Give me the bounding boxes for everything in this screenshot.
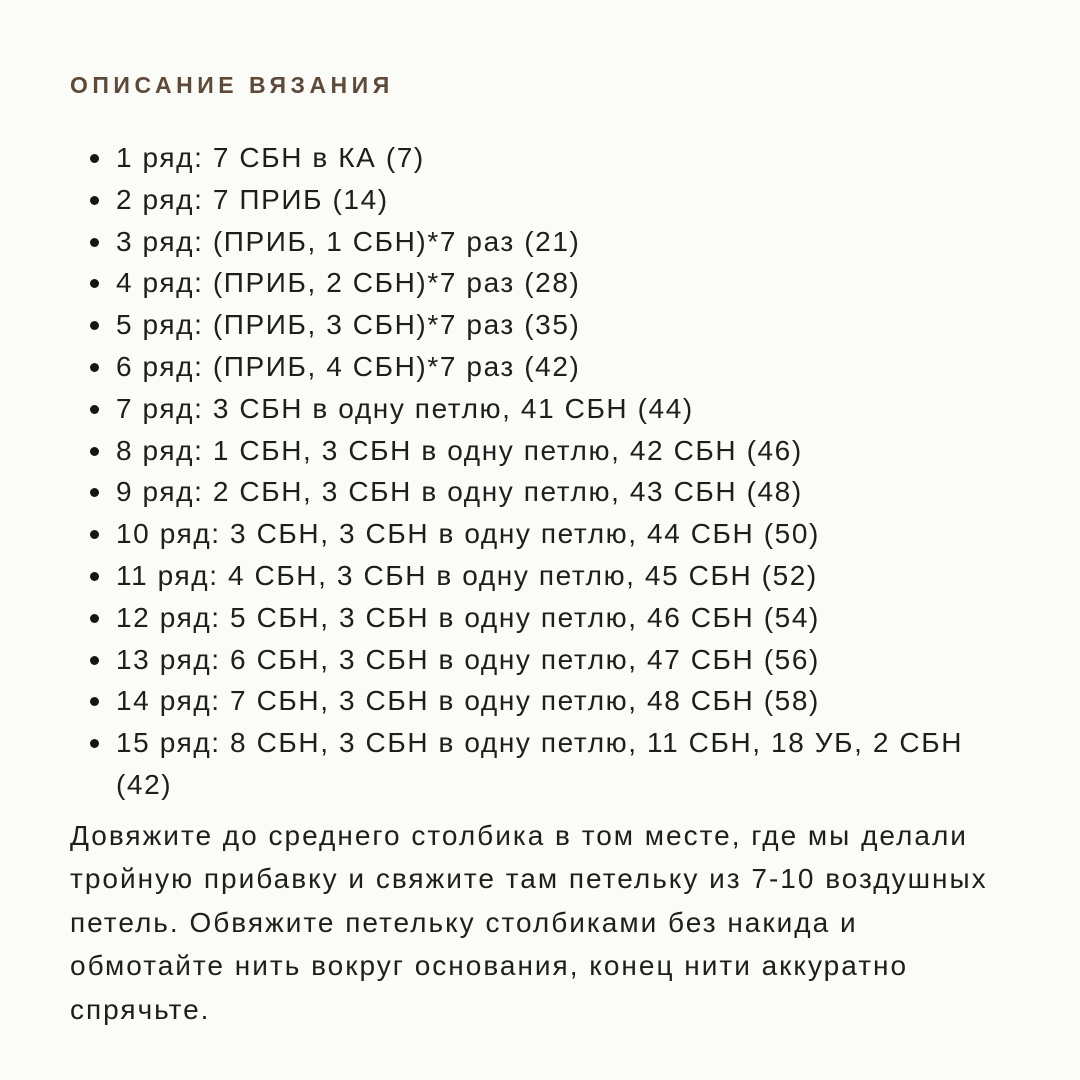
row-text: 1 ряд: 7 СБН в КА (7) — [116, 142, 425, 173]
bullet-dot-icon — [90, 697, 99, 706]
bullet-dot-icon — [90, 739, 99, 748]
bullet-dot-icon — [90, 656, 99, 665]
list-item — [90, 262, 1015, 304]
list-item — [90, 430, 1015, 472]
list-item — [90, 388, 1015, 430]
row-text: 13 ряд: 6 СБН, 3 СБН в одну петлю, 47 СБН (56) — [116, 643, 820, 675]
row-text: 3 ряд: (ПРИБ, 1 СБН)*7 раз (21) — [116, 225, 581, 257]
bullet-dot-icon — [90, 196, 99, 205]
bullet-dot-icon — [90, 614, 99, 623]
page-title: ОПИСАНИЕ ВЯЗАНИЯ — [70, 72, 394, 98]
row-text: 9 ряд: 2 СБН, 3 СБН в одну петлю, 43 СБН (48) — [116, 476, 803, 508]
row-text: 7 ряд: 3 СБН в одну петлю, 41 СБН (44) — [116, 392, 694, 424]
row-text: 8 ряд: 1 СБН, 3 СБН в одну петлю, 42 СБН (46) — [116, 434, 803, 466]
row-text: 12 ряд: 5 СБН, 3 СБН в одну петлю, 46 СБН (54) — [116, 601, 820, 633]
bullet-dot-icon — [90, 238, 99, 247]
bullet-dot-icon — [90, 154, 99, 163]
list-item — [90, 597, 1015, 639]
row-text: 14 ряд: 7 СБН, 3 СБН в одну петлю, 48 СБН (58) — [116, 685, 820, 717]
bullet-dot-icon — [90, 405, 99, 414]
bullet-dot-icon — [90, 447, 99, 456]
bullet-dot-icon — [90, 363, 99, 372]
list-item — [90, 513, 1015, 555]
bullet-dot-icon — [90, 488, 99, 497]
list-item — [90, 221, 1015, 263]
row-text: 6 ряд: (ПРИБ, 4 СБН)*7 раз (42) — [116, 350, 581, 382]
bullet-dot-icon — [90, 321, 99, 330]
bullet-dot-icon — [90, 530, 99, 539]
list-item — [90, 137, 1015, 179]
list-item — [90, 639, 1015, 681]
list-item — [90, 179, 1015, 221]
list-item — [90, 471, 1015, 513]
row-text: 2 ряд: 7 ПРИБ (14) — [116, 183, 389, 215]
row-text: 4 ряд: (ПРИБ, 2 СБН)*7 раз (28) — [116, 267, 581, 299]
list-item — [90, 722, 1015, 806]
list-item — [90, 346, 1015, 388]
list-item — [90, 304, 1015, 346]
instruction-list — [70, 137, 1015, 806]
list-item — [90, 555, 1015, 597]
row-text: 11 ряд: 4 СБН, 3 СБН в одну петлю, 45 СБН (52) — [116, 559, 818, 591]
footer-paragraph: Довяжите до среднего столбика в том месте, где мы делали тройную прибавку и свяжите там петельку из 7-10 воздушных петель. Обвяжите петельку столбиками без накида и обмотайте нить вокруг основания, конец нити аккуратно спрячьте. — [70, 819, 988, 1025]
row-text: 10 ряд: 3 СБН, 3 СБН в одну петлю, 44 СБН (50) — [116, 518, 820, 550]
bullet-dot-icon — [90, 572, 99, 581]
list-item — [90, 680, 1015, 722]
row-text: 15 ряд: 8 СБН, 3 СБН в одну петлю, 11 СБН, 18 УБ, 2 СБН (42) — [116, 727, 964, 800]
row-text: 5 ряд: (ПРИБ, 3 СБН)*7 раз (35) — [116, 309, 581, 341]
bullet-dot-icon — [90, 279, 99, 288]
